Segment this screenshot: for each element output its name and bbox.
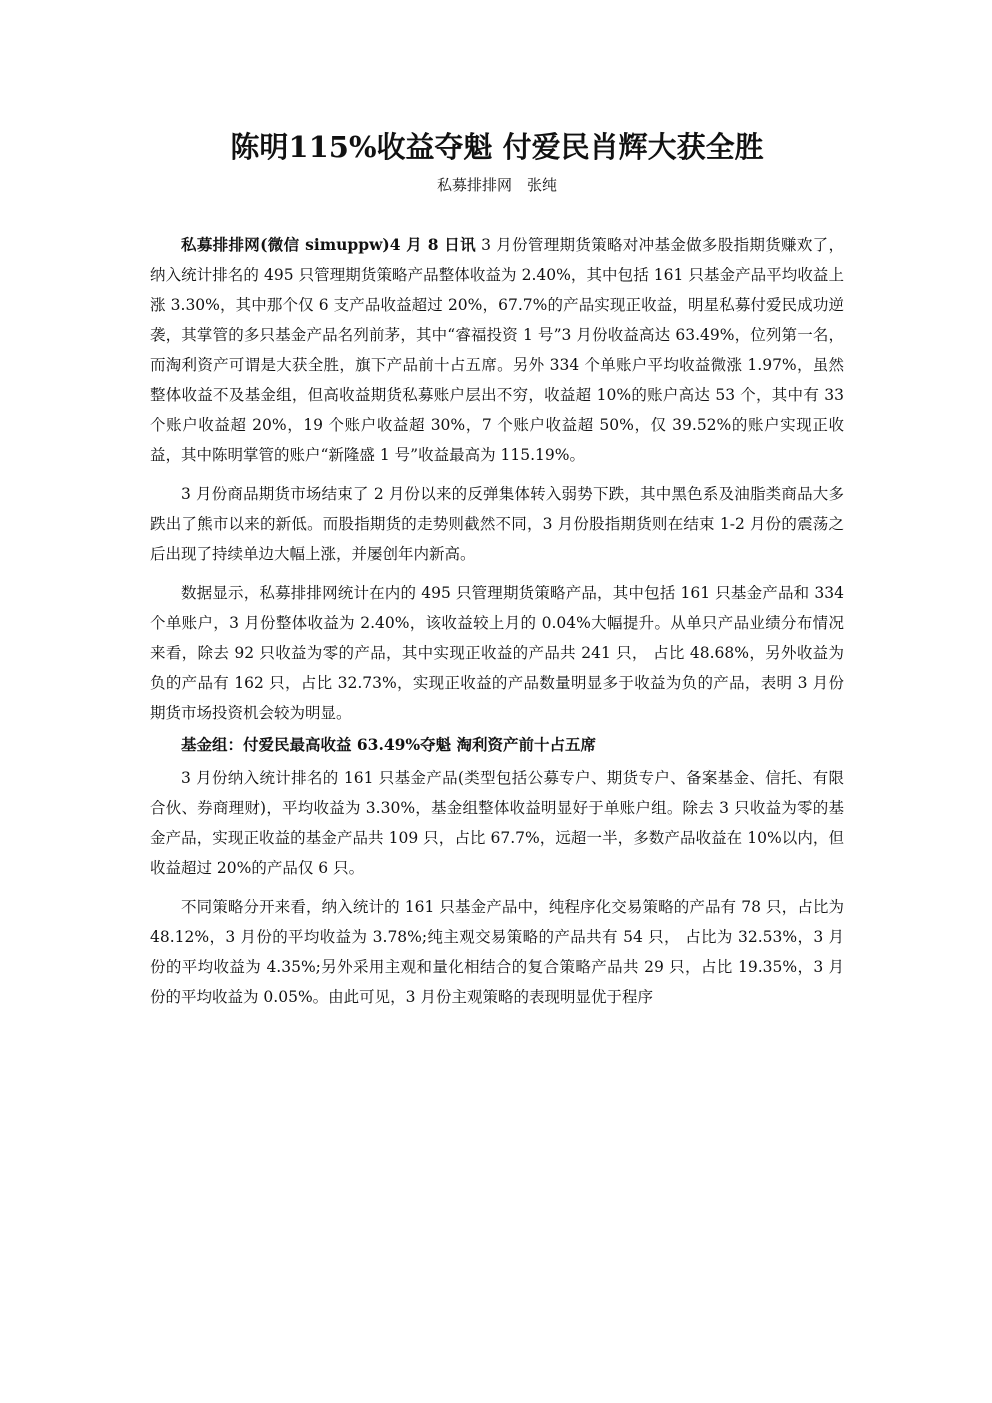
paragraph-data: 数据显示，私募排排网统计在内的 495 只管理期货策略产品，其中包括 161 只基金产品和 334 个单账户，3 月份整体收益为 2.40%，该收益较上月的 0.04%大幅提升。从单只产品业绩分布情况来看，除去 92 只收益为零的产品，其中实现正收益的产品共 241 只， 占比 48.68%，另外收益为负的产品有 162 只，占比 32.73%，实现正收益的产品数量明显多于收益为负的产品，表明 3 月份期货市场投资机会较为明显。 [150,584,844,722]
paragraph-intro [150,230,844,470]
lead-dateline: 私募排排网(微信 simuppw)4 月 8 日讯 [181,235,476,254]
article-body [150,230,844,1012]
paragraph-market: 3 月份商品期货市场结束了 2 月份以来的反弹集体转入弱势下跌，其中黑色系及油脂类商品大多跌出了熊市以来的新低。而股指期货的走势则截然不同，3 月份股指期货则在结束 1-2 月份的震荡之后出现了持续单边大幅上涨，并屡创年内新高。 [150,485,844,563]
document-page [150,124,844,1012]
intro-text: 3 月份管理期货策略对冲基金做多股指期货赚欢了，纳入统计排名的 495 只管理期货策略产品整体收益为 2.40%，其中包括 161 只基金产品平均收益上涨 3.30%，其中那个仅 6 支产品收益超过 20%，67.7%的产品实现正收益，明星私募付爱民成功逆袭，其掌管的多只基金产品名列前茅，其中“睿福投资 1 号”3 月份收益高达 63.49%，位列第一名，而淘利资产可谓是大获全胜，旗下产品前十占五席。另外 334 个单账户平均收益微涨 1.97%，虽然整体收益不及基金组，但高收益期货私募账户层出不穷，收益超 10%的账户高达 53 个，其中有 33 个账户收益超 20%，19 个账户收益超 30%，7 个账户收益超 50%，仅 39.52%的账户实现正收益，其中陈明掌管的账户“新隆盛 1 号”收益最高为 115.19%。 [150,236,844,464]
paragraph-strategy: 不同策略分开来看，纳入统计的 161 只基金产品中，纯程序化交易策略的产品有 78 只，占比为 48.12%，3 月份的平均收益为 3.78%;纯主观交易策略的产品共有 54 只， 占比为 32.53%，3 月份的平均收益为 4.35%;另外采用主观和量化相结合的复合策略产品共 29 只，占比 19.35%，3 月份的平均收益为 0.05%。由此可见，3 月份主观策略的表现明显优于程序 [150,898,844,1006]
section-heading: 基金组：付爱民最高收益 63.49%夺魁 淘利资产前十占五席 [181,735,597,754]
article-byline: 私募排排网 张纯 [436,176,557,194]
article-title: 陈明115%收益夺魁 付爱民肖辉大获全胜 [230,130,764,164]
paragraph-fund-group: 3 月份纳入统计排名的 161 只基金产品(类型包括公募专户、期货专户、备案基金、信托、有限合伙、券商理财)，平均收益为 3.30%，基金组整体收益明显好于单账户组。除去 3 只收益为零的基金产品，实现正收益的基金产品共 109 只，占比 67.7%，远超一半，多数产品收益在 10%以内，但收益超过 20%的产品仅 6 只。 [150,769,844,877]
